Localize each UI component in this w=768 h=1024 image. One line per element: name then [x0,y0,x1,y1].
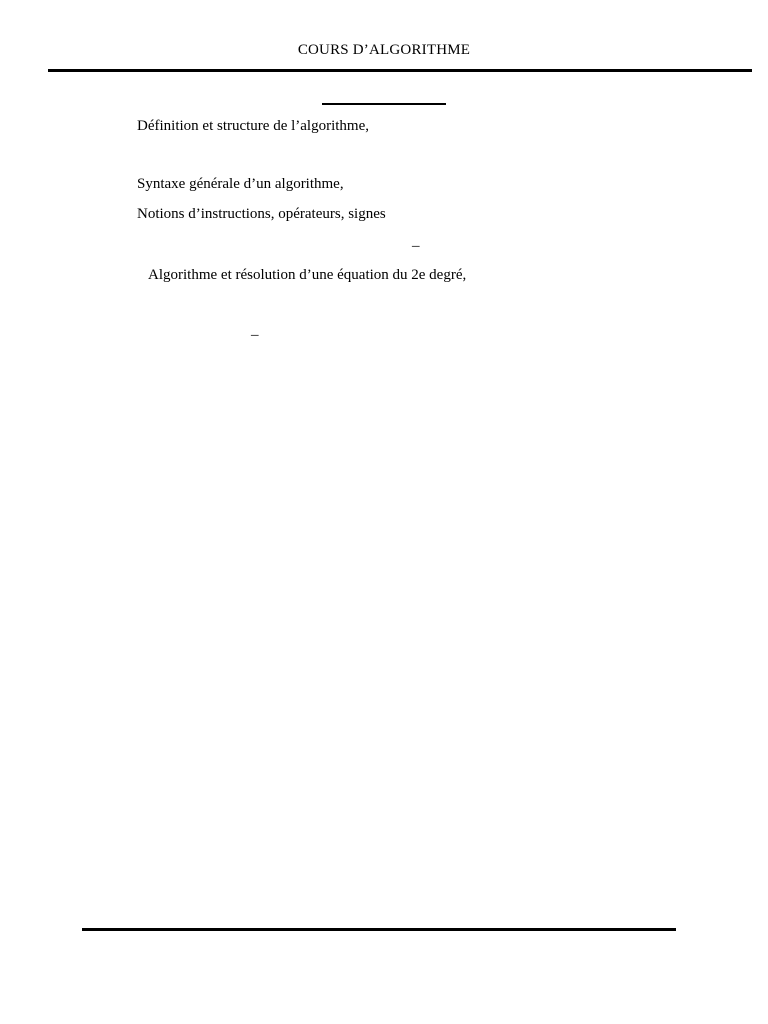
footer-rule [82,928,676,931]
header-rule [48,69,752,72]
title-underline [322,103,446,105]
dash-mark: _ [251,322,259,338]
content-line: Algorithme et résolution d’une équation du 2e degré, [148,267,467,283]
content-line: Définition et structure de l’algorithme, [137,118,370,134]
content-line: Syntaxe générale d’un algorithme, [137,176,344,192]
dash-mark: _ [412,233,420,249]
content-line: Notions d’instructions, opérateurs, signes [137,206,386,222]
page-header-title: COURS D’ALGORITHME [297,42,471,58]
